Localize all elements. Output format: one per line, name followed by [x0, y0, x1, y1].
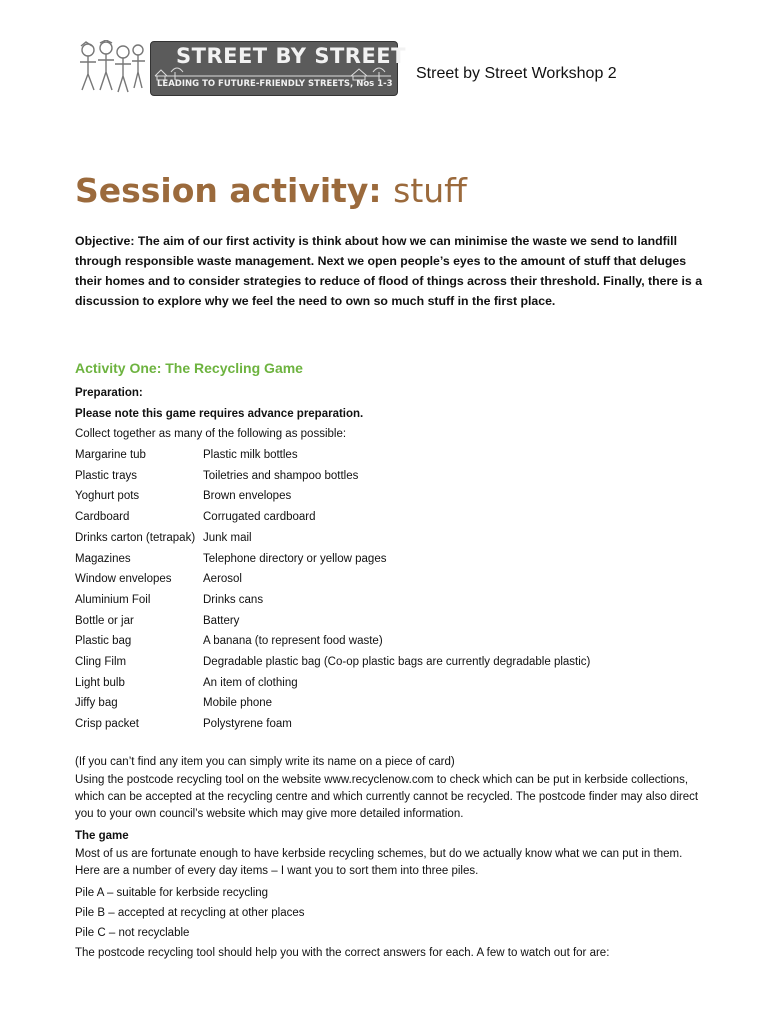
list-item: [75, 466, 700, 487]
logo-tagline: LEADING TO FUTURE-FRIENDLY STREETS, Nos 1-3: [157, 79, 393, 89]
item-right: Polystyrene foam: [203, 718, 292, 730]
items-list: [75, 445, 700, 735]
item-right: Battery: [203, 614, 240, 627]
item-right: Degradable plastic bag (Co-op plastic bags are currently degradable plastic): [203, 655, 591, 668]
item-left: Window envelopes: [75, 573, 172, 586]
item-left: Drinks carton (tetrapak): [75, 531, 196, 544]
item-left: Cardboard: [75, 511, 130, 524]
collect-intro: Collect together as many of the following as possible:: [75, 428, 347, 441]
page-title-main: Session activity:: [75, 171, 382, 210]
game-heading: The game: [75, 830, 129, 842]
item-right: Drinks cans: [203, 593, 264, 606]
item-right: Corrugated cardboard: [203, 511, 316, 524]
pile-a: Pile A – suitable for kerbside recycling: [75, 887, 269, 899]
item-right: Telephone directory or yellow pages: [203, 552, 387, 565]
objective-paragraph: Objective: The aim of our first activity is think about how we can minimise the waste we send to landfill through responsible waste management. Next we open people’s eyes to the amount of stuff that deluges their homes and to consider strategies to reduce of flood of things across their threshold. Finally, there is a discussion to explore why we feel the need to own so much stuff in the first place.: [75, 234, 703, 308]
item-left: Aluminium Foil: [75, 593, 151, 606]
item-left: Magazines: [75, 552, 131, 565]
item-left: Jiffy bag: [75, 697, 118, 710]
list-item: [75, 486, 700, 507]
list-item: [75, 611, 700, 632]
list-item: [75, 693, 700, 714]
item-left: Plastic trays: [75, 469, 137, 482]
list-item: [75, 528, 700, 549]
list-item: [75, 507, 700, 528]
item-left: Cling Film: [75, 655, 127, 668]
closing-note: The postcode recycling tool should help you with the correct answers for each. A few to watch out for are:: [75, 947, 610, 959]
pile-b: Pile B – accepted at recycling at other places: [75, 907, 305, 919]
item-right: A banana (to represent food waste): [203, 635, 383, 648]
page-title-sub: stuff: [393, 171, 467, 210]
advance-preparation-note: Please note this game requires advance preparation.: [75, 407, 364, 420]
workshop-label: Street by Street Workshop 2: [416, 65, 617, 82]
card-note: (If you can’t find any item you can simply write its name on a piece of card): [75, 756, 455, 768]
recycling-tool-note: Using the postcode recycling tool on the website www.recyclenow.com to check which can be put in kerbside collections, which can be accepted at the recycling centre and which currently cannot be recycled. The postcode finder may also direct you to your own council’s website which may give more detailed information.: [75, 774, 699, 820]
list-item: [75, 673, 700, 694]
item-right: An item of clothing: [203, 676, 298, 689]
item-right: Plastic milk bottles: [203, 449, 298, 462]
item-left: Margarine tub: [75, 449, 146, 462]
item-left: Light bulb: [75, 676, 125, 689]
preparation-section: [75, 383, 700, 735]
item-left: Yoghurt pots: [75, 490, 140, 503]
children-figures-logo: [78, 40, 148, 96]
logo-title: STREET BY STREET: [176, 44, 406, 68]
pile-c: Pile C – not recyclable: [75, 927, 190, 939]
activity-heading: Activity One: The Recycling Game: [75, 360, 303, 376]
item-left: Plastic bag: [75, 635, 132, 648]
list-item: [75, 652, 700, 673]
preparation-label: Preparation:: [75, 387, 143, 399]
game-intro: Most of us are fortunate enough to have kerbside recycling schemes, but do we actually know what we can put in them. Here are a number of every day items – I want you to sort them into three piles.: [75, 848, 683, 877]
item-right: Aerosol: [203, 573, 242, 586]
list-item: [75, 445, 700, 466]
item-left: Crisp packet: [75, 718, 139, 730]
list-item: [75, 714, 700, 735]
list-item: [75, 631, 700, 652]
item-left: Bottle or jar: [75, 614, 134, 627]
list-item: [75, 569, 700, 590]
game-notes-section: [75, 752, 700, 963]
page-header: [0, 0, 770, 110]
list-item: [75, 590, 700, 611]
page-title: [75, 171, 467, 210]
list-item: [75, 549, 700, 570]
item-right: Toiletries and shampoo bottles: [203, 469, 359, 482]
item-right: Mobile phone: [203, 697, 273, 710]
item-right: Brown envelopes: [203, 490, 292, 503]
item-right: Junk mail: [203, 531, 252, 544]
